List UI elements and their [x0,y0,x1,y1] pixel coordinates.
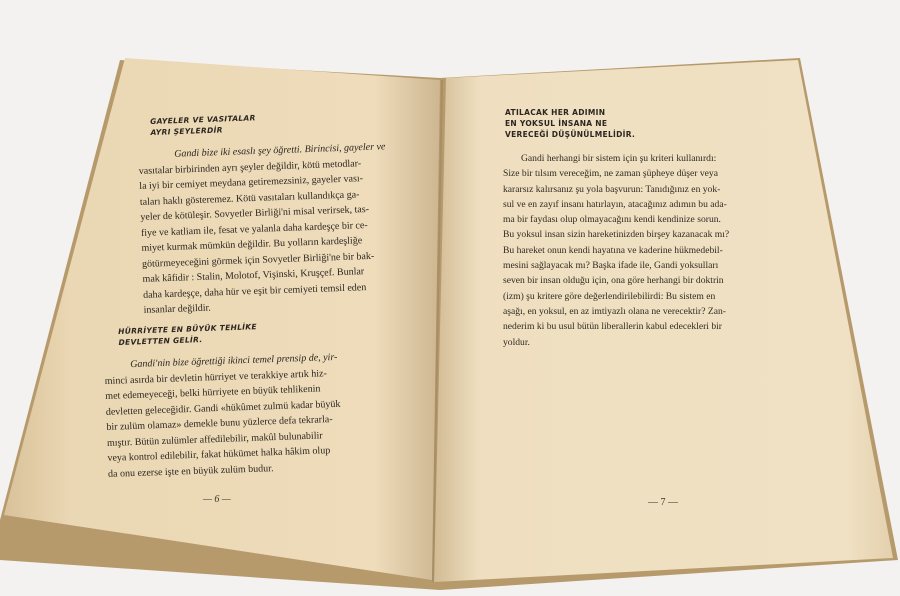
text-line: veya kontrol edilebilir, fakat hükümet halka hâkim olup [107,445,331,464]
text-line: bir zulüm olamaz» demekle bunu yüzlerce defa tekrarla- [106,414,333,433]
text-line: insanlar değildir. [143,302,212,316]
heading-line: VERECEĞİ DÜŞÜNÜLMELİDİR. [505,130,636,139]
text-line: Gandi herhangi bir sistem için şu kriteri kullanırdı: [521,153,717,164]
text-line: miyet kurmak mümkün değildir. Bu yolların kardeşliğe [141,235,363,254]
text-line: devletten geleceğidir. Gandi «hükûmet zulmü kadar büyük [105,398,341,418]
text-line: mak kâfidir : Stalin, Molotof, Vişinski, Kruşçef. Bunlar [142,266,365,285]
text-line: mıştır. Bütün zulümler affedilebilir, makûl bulunabilir [106,429,323,449]
text-line: minci asırda bir devletin hürriyet ve terakkiye artık hiz- [104,367,327,387]
text-line: aşağı, en yoksul, en az imtiyazlı olana ne verecektir? Zan- [503,305,726,317]
page-number-right: — 7 — [648,497,678,508]
text-line: götürmeyeceğini görmek için Sovyetler Birliği'ne bir bak- [141,250,375,270]
text-line: fiye ve katliam ile, fesat ve yalanla daha kardeşçe bir ce- [140,219,368,239]
text-line: mesini sağlayacak mı? Başka ifade ile, Gandi yoksulları [503,260,719,272]
text-line: daha kardeşçe, daha hür ve eşit bir cemiyeti temsil eden [142,281,367,301]
text-line: (izm) şu kritere göre değerlendirilebilirdi: Bu sistem en [503,290,716,302]
heading-line: AYRI ŞEYLERDİR [150,125,223,137]
text-line: vasıtalar birbirinden ayrı şeyler değildir, kötü metodlar- [138,157,362,177]
text-line: yeler de kötüleşir. Sovyetler Birliği'ni misal verirsek, tas- [140,203,370,223]
text-line: Bu hareket onun kendi hayatına ve kaderine hükmedebil- [503,244,723,256]
left-paragraph-2 [104,350,343,482]
text-line: da onu ezerse işte en büyük zulüm budur. [107,462,274,480]
text-line: la iyi bir cemiyet meydana getiremezsiniz, gayeler vası- [139,173,364,192]
text-line: nederim ki bu usul bütün liberallerin kabul edecekleri bir [503,321,722,333]
text-line: Size bir tılsım vereceğim, ne zaman şüpheye düşer veya [503,168,718,180]
text-line: met edemeyeceği, belki hürriyete en büyük tehlikenin [105,383,321,402]
heading-line: DEVLETTEN GELİR. [118,335,203,347]
text-line: seven bir insan olduğu için, ona göre herhangi bir doktrin [503,275,724,287]
heading-line: HÜRRİYETE EN BÜYÜK TEHLİKE [118,322,257,336]
section-heading [505,107,635,140]
right-paragraph [503,151,729,350]
section-heading [150,112,256,138]
text-line: ma bir faydası olup olmayacağını kendi kendinize sorun. [503,214,721,226]
left-paragraph-1 [138,139,391,318]
text-line: yoldur. [503,336,530,348]
text-line: Gandi bize iki esaslı şey öğretti. Birincisi, gayeler ve [174,141,386,160]
text-line: Bu yoksul insan sizin hareketinizden birşey kazanacak mı? [503,229,730,241]
text-line: sul ve en zayıf insanı hatırlayın, atacağınız adımın bu ada- [503,198,727,210]
heading-line: EN YOKSUL İNSANA NE [505,119,608,128]
text-line: taları haklı gösteremez. Kötü vasıtaları kullandıkça ga- [139,188,360,208]
heading-line: ATILACAK HER ADIMIN [505,108,606,117]
heading-line: GAYELER VE VASITALAR [150,113,256,126]
text-line: Gandi'nin bize öğrettiği ikinci temel prensip de, yir- [130,351,338,371]
text-line: kararsız kalırsanız şu yola başvurun: Tanıdığınız en yok- [503,183,721,195]
page-number-left: — 6 — [203,494,231,505]
